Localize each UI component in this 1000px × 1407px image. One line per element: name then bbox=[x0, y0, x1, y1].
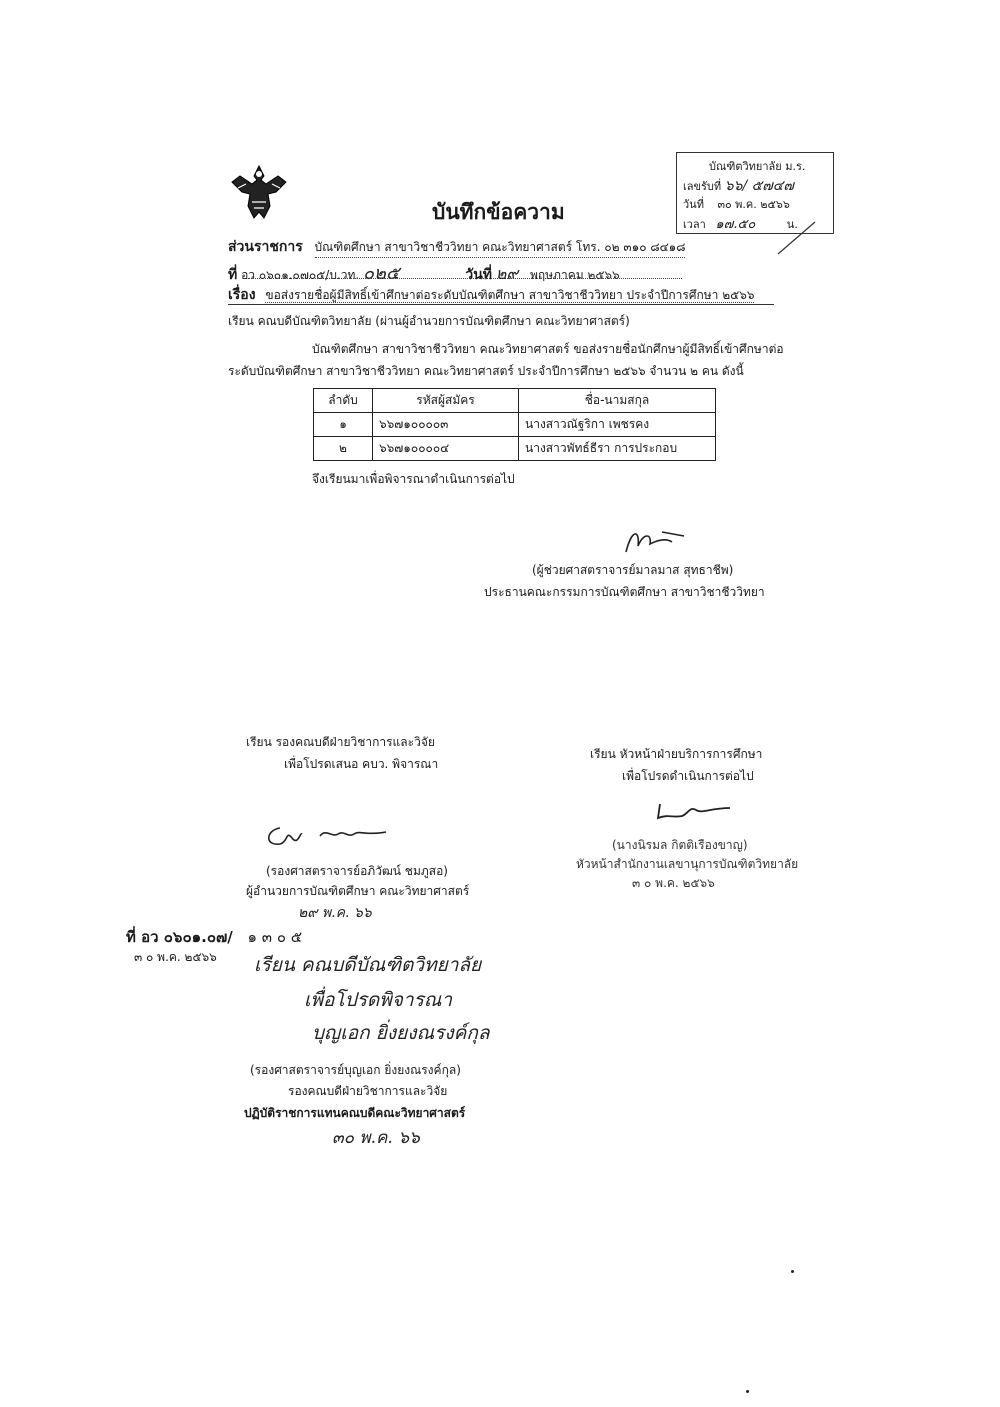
left-note-line-2: เพื่อโปรดเสนอ คบว. พิจารณา bbox=[284, 757, 439, 771]
right-note-line-1: เรียน หัวหน้าฝ่ายบริการการศึกษา bbox=[590, 747, 763, 761]
stamp-date-label: วันที่ bbox=[683, 198, 704, 211]
subject-line bbox=[228, 284, 754, 306]
dean-note-position: รองคณบดีฝ่ายวิชาการและวิจัย bbox=[288, 1084, 448, 1098]
table-row bbox=[314, 413, 716, 437]
ref-line bbox=[228, 258, 620, 287]
signer-1-name: (ผู้ช่วยศาสตราจารย์มาลมาส สุทธาชีพ) bbox=[532, 563, 734, 577]
stamp-receipt-no: ๖๖/ ๕๗๔๗ bbox=[724, 178, 794, 194]
left-note-position: ผู้อำนวยการบัณฑิตศึกษา คณะวิทยาศาสตร์ bbox=[246, 884, 470, 898]
right-note-name: (นางนิรมล กิตติเรืองขาญ) bbox=[612, 838, 748, 852]
col-header-name: ชื่อ-นามสกุล bbox=[519, 389, 716, 413]
header-divider bbox=[228, 304, 774, 305]
subject-label: เรื่อง bbox=[228, 287, 256, 303]
addressee: เรียน คณบดีบัณฑิตวิทยาลัย (ผ่านผู้อำนวยการบัณฑิตศึกษา คณะวิทยาศาสตร์) bbox=[228, 314, 630, 328]
body-line-1: บัณฑิตศึกษา สาขาวิชาชีววิทยา คณะวิทยาศาสตร์ ขอส่งรายชื่อนักศึกษาผู้มีสิทธิ์เข้าศึกษาต่อ bbox=[312, 342, 784, 356]
table-row bbox=[314, 437, 716, 461]
dean-note-date: ๓๐ พ.ค. ๖๖ bbox=[332, 1128, 420, 1148]
dean-note-ref-no: ๑ ๓ ๐ ๕ bbox=[247, 928, 303, 946]
ref-number: ๐๒๕ bbox=[363, 263, 400, 284]
dean-note-handwriting-2: เพื่อโปรดพิจารณา bbox=[304, 989, 453, 1011]
stamp-time: ๑๗.๕๐ bbox=[715, 217, 756, 232]
garuda-emblem-icon bbox=[228, 162, 290, 224]
dean-note-acting: ปฏิบัติราชการแทนคณบดีคณะวิทยาศาสตร์ bbox=[244, 1106, 466, 1120]
dean-note-ref-line bbox=[126, 925, 302, 949]
cell-name: นางสาวพัทธ์ธีรา การประกอบ bbox=[519, 437, 716, 461]
signature-3-graphic bbox=[652, 798, 736, 826]
table-header-row bbox=[314, 389, 716, 413]
applicant-table bbox=[313, 388, 716, 461]
stamp-org: บัณฑิตวิทยาลัย ม.ร. bbox=[709, 160, 806, 173]
subject-value: ขอส่งรายชื่อผู้มีสิทธิ์เข้าศึกษาต่อระดับบัณฑิตศึกษา สาขาวิชาชีววิทยา ประจำปีการศึกษา ๒๕๖๖ bbox=[265, 288, 755, 302]
left-note-name: (รองศาสตราจารย์อภิวัฒน์ ชมภูสอ) bbox=[266, 864, 448, 878]
dean-note-name: (รองศาสตราจารย์บุญเอก ยิ่งยงณรงค์กุล) bbox=[250, 1063, 461, 1077]
page-title: บันทึกข้อความ bbox=[432, 200, 565, 224]
stamp-time-suffix: น. bbox=[786, 218, 798, 231]
dept-value: บัณฑิตศึกษา สาขาวิชาชีววิทยา คณะวิทยาศาสตร์ โทร. ๐๒ ๓๑๐ ๘๔๑๘ bbox=[315, 238, 685, 258]
date-label: วันที่ bbox=[465, 267, 493, 283]
signature-1-graphic bbox=[622, 522, 692, 562]
right-note-date: ๓ ๐ พ.ค. ๒๕๖๖ bbox=[632, 876, 715, 890]
ref-underline bbox=[248, 278, 682, 279]
right-note-position: หัวหน้าสำนักงานเลขานุการบัณฑิตวิทยาลัย bbox=[576, 857, 799, 871]
cell-order: ๒ bbox=[314, 437, 373, 461]
date-day: ๒๙ bbox=[495, 264, 519, 283]
left-note-date: ๒๙ พ.ค. ๖๖ bbox=[298, 905, 372, 921]
stamp-date: ๓๐ พ.ค. ๒๕๖๖ bbox=[717, 198, 790, 211]
signer-1-position: ประธานคณะกรรมการบัณฑิตศึกษา สาขาวิชาชีววิทยา bbox=[484, 585, 765, 599]
cell-name: นางสาวณัฐริกา เพชรคง bbox=[519, 413, 716, 437]
scan-speck bbox=[746, 1390, 749, 1393]
closing-line: จึงเรียนมาเพื่อพิจารณาดำเนินการต่อไป bbox=[312, 472, 515, 486]
ref-label: ที่ bbox=[228, 267, 238, 283]
col-header-code: รหัสผู้สมัคร bbox=[373, 389, 519, 413]
date-rest: พฤษภาคม ๒๕๖๖ bbox=[529, 268, 620, 282]
dept-line bbox=[228, 236, 685, 258]
cell-code: ๖๖๗๑๐๐๐๐๓ bbox=[373, 413, 519, 437]
col-header-order: ลำดับ bbox=[314, 389, 373, 413]
dean-note-ref: ที่ อว ๐๖๐๑.๐๗/ bbox=[126, 928, 233, 946]
dean-note-handwriting-3: บุญเอก ยิ่งยงณรงค์กุล bbox=[312, 1022, 490, 1044]
dept-label: ส่วนราชการ bbox=[228, 239, 303, 255]
signature-2-graphic bbox=[262, 818, 392, 854]
stamp-receipt-label: เลขรับที่ bbox=[683, 180, 722, 193]
scan-speck bbox=[791, 1270, 794, 1273]
dean-note-handwriting-1: เรียน คณบดีบัณฑิตวิทยาลัย bbox=[254, 954, 482, 976]
stamp-slash-mark bbox=[770, 220, 820, 260]
right-note-line-2: เพื่อโปรดดำเนินการต่อไป bbox=[622, 769, 754, 783]
stamp-time-label: เวลา bbox=[683, 218, 706, 231]
body-line-2: ระดับบัณฑิตศึกษา สาขาวิชาชีววิทยา คณะวิทยาศาสตร์ ประจำปีการศึกษา ๒๕๖๖ จำนวน ๒ คน ดังนี้ bbox=[228, 364, 744, 378]
cell-order: ๑ bbox=[314, 413, 373, 437]
cell-code: ๖๖๗๑๐๐๐๐๔ bbox=[373, 437, 519, 461]
left-note-line-1: เรียน รองคณบดีฝ่ายวิชาการและวิจัย bbox=[246, 735, 435, 749]
ref-value: อว ๐๖๐๑.๐๗๐๕/บ.วท. bbox=[241, 268, 360, 282]
dean-note-ref-date: ๓ ๐ พ.ค. ๒๕๖๖ bbox=[134, 950, 217, 964]
